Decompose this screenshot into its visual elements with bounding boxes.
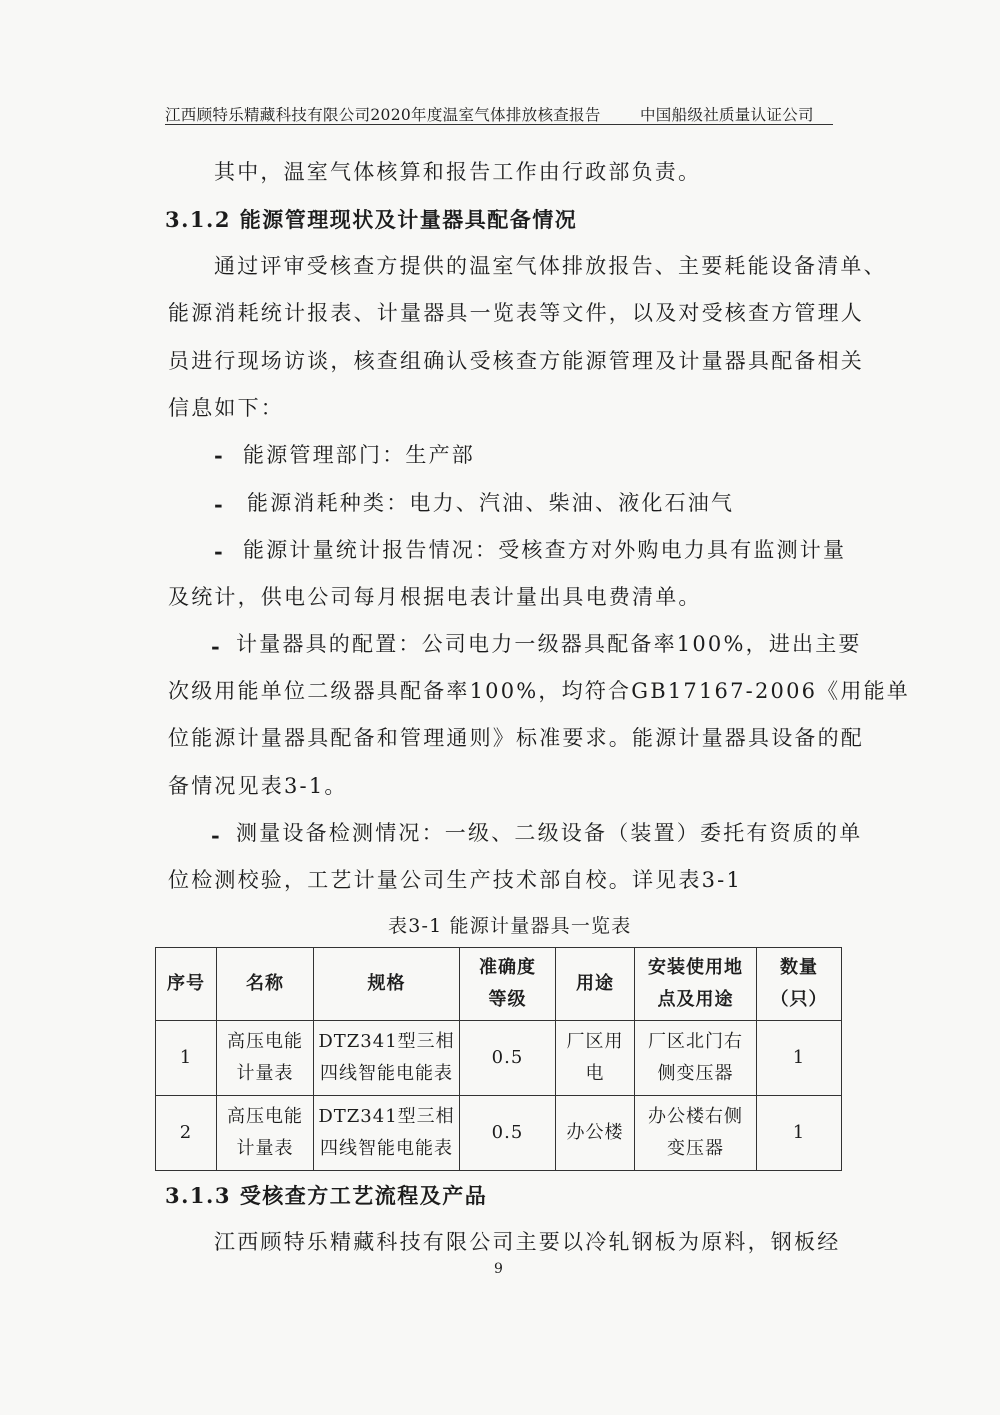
cell-accuracy: 0.5 [460,1021,556,1096]
cell-name: 高压电能 计量表 [217,1096,314,1171]
bullet-marker: - [214,539,223,564]
cell-location: 厂区北门右 侧变压器 [635,1021,757,1096]
cell-name: 高压电能 计量表 [217,1021,314,1096]
cell-index: 2 [156,1096,217,1171]
intro-line: 其中，温室气体核算和报告工作由行政部负责。 [214,160,702,184]
bullet-meter-config: 计量器具的配置：公司电力一级器具配备率100%，进出主要 [236,632,862,656]
bullet-meter-config-cont: 位能源计量器具配备和管理通则》标准要求。能源计量器具设备的配 [168,726,864,750]
energy-meter-table [155,947,842,1171]
bullet-meter-config-cont: 次级用能单位二级器具配备率100%，均符合GB17167-2006《用能单 [168,679,910,703]
header-report-title: 江西顾特乐精藏科技有限公司2020年度温室气体排放核查报告 [165,106,601,124]
header-cell-purpose: 用途 [556,948,635,1021]
cell-purpose: 办公楼 [556,1096,635,1171]
header-cell-index: 序号 [156,948,217,1021]
header-cell-spec: 规格 [314,948,460,1021]
header-cell-quantity: 数量 （只） [757,948,842,1021]
bullet-metering-report-cont: 及统计，供电公司每月根据电表计量出具电费清单。 [168,585,702,609]
table-caption: 表3-1 能源计量器具一览表 [388,915,632,937]
cell-spec: DTZ341型三相 四线智能电能表 [314,1021,460,1096]
header-cell-name: 名称 [217,948,314,1021]
table-row [156,1021,842,1096]
table-row [156,1096,842,1171]
bullet-marker: - [211,823,220,848]
section-3-1-3-first-line: 江西顾特乐精藏科技有限公司主要以冷轧钢板为原料，钢板经 [214,1230,841,1254]
header-cell-accuracy: 准确度 等级 [460,948,556,1021]
bullet-meter-config-cont: 备情况见表3-1。 [168,774,348,798]
section-heading-3-1-3: 3.1.3 受核查方工艺流程及产品 [165,1183,488,1208]
paragraph-line: 通过评审受核查方提供的温室气体排放报告、主要耗能设备清单、 [214,254,887,278]
header-cell-location: 安装使用地 点及用途 [635,948,757,1021]
bullet-marker: - [214,443,223,468]
cell-index: 1 [156,1021,217,1096]
bullet-equipment-testing: 测量设备检测情况：一级、二级设备（装置）委托有资质的单 [236,821,863,845]
cell-purpose: 厂区用 电 [556,1021,635,1096]
bullet-energy-dept: 能源管理部门：生产部 [243,443,475,467]
cell-quantity: 1 [757,1096,842,1171]
paragraph-line: 信息如下： [168,396,284,420]
cell-accuracy: 0.5 [460,1096,556,1171]
bullet-marker: - [214,492,223,517]
bullet-energy-types: 能源消耗种类：电力、汽油、柴油、液化石油气 [247,491,735,515]
table-header-row [156,948,842,1021]
paragraph-line: 能源消耗统计报表、计量器具一览表等文件，以及对受核查方管理人 [168,301,864,325]
bullet-metering-report: 能源计量统计报告情况：受核查方对外购电力具有监测计量 [243,538,847,562]
bullet-marker: - [211,634,220,659]
cell-location: 办公楼右侧 变压器 [635,1096,757,1171]
page-number: 9 [494,1261,503,1277]
section-heading-3-1-2: 3.1.2 能源管理现状及计量器具配备情况 [165,207,578,232]
paragraph-line: 员进行现场访谈，核查组确认受核查方能源管理及计量器具配备相关 [168,349,864,373]
header-divider [165,124,833,125]
header-organization: 中国船级社质量认证公司 [640,106,814,124]
cell-spec: DTZ341型三相 四线智能电能表 [314,1096,460,1171]
bullet-equipment-testing-cont: 位检测校验，工艺计量公司生产技术部自校。详见表3-1 [168,868,743,892]
cell-quantity: 1 [757,1021,842,1096]
